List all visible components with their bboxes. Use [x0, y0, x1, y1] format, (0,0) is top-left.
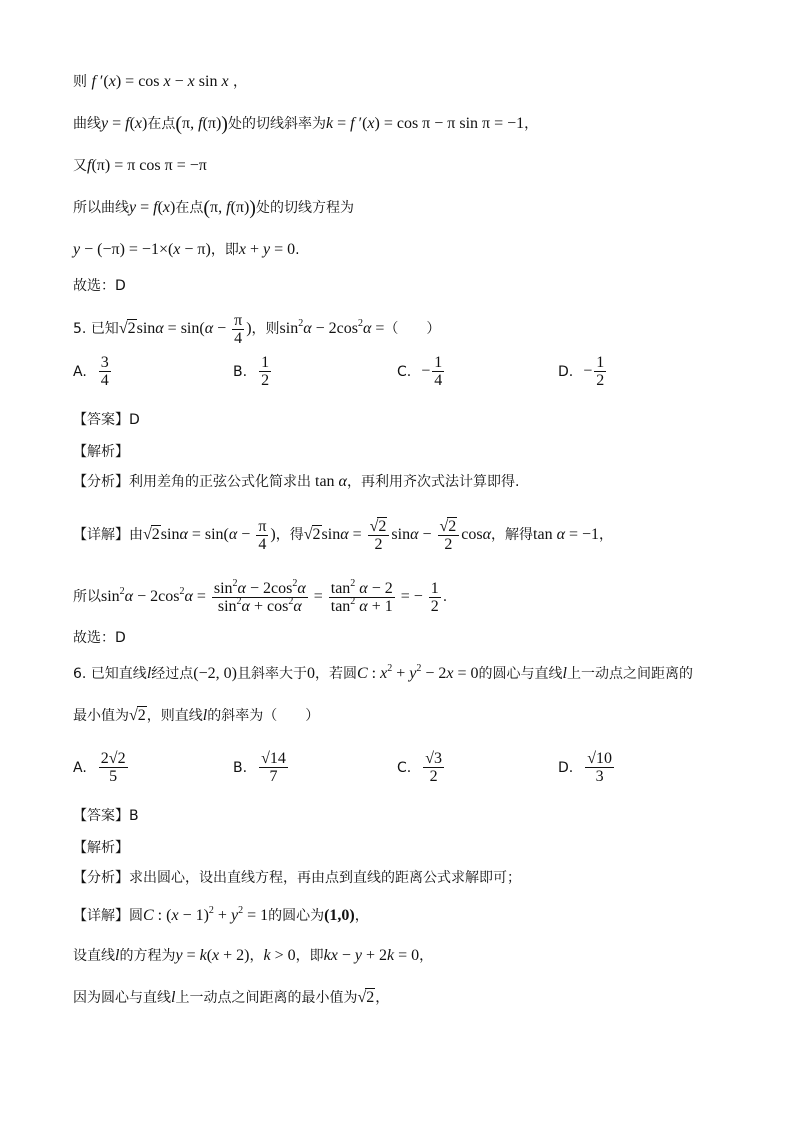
text-ze: 则: [73, 74, 87, 90]
derivative-formula: f ′(x) = cos x − x sin x: [91, 73, 229, 90]
q5-option-c[interactable]: C. − $\frac{1}{4}$: [397, 354, 443, 389]
question-6-cont: 最小值为√2，则直线l的斜率为（ ）: [73, 707, 320, 724]
question-5: 5. 已知√2sinα = sin(α − $\frac{\pi}{4}$ )，则$\sin^2\alpha - 2\cos^2\alpha$ =（ ）: [73, 312, 441, 347]
q6-answer: 【答案】B: [73, 808, 139, 824]
q5-jiexi: 【解析】: [73, 444, 129, 460]
q6-jiexi: 【解析】: [73, 840, 129, 856]
tangent-line-text: 所以曲线y = f(x)在点(π, f(π))处的切线方程为: [73, 197, 354, 219]
q5-fenxi: 【分析】利用差角的正弦公式化简求出 tan α，再利用齐次式法计算即得.: [73, 473, 520, 490]
q5-option-d[interactable]: D. − $\frac{1}{2}$: [558, 354, 605, 389]
q5-xiangjie: 【详解】由√2sinα = sin(α − $\frac{\pi}{4}$ )，得√2sinα = $\frac{√2}{2}$ sinα − $\frac{√2}{2}$ cosα，解得tan α = −1，: [73, 518, 614, 553]
q6-step2: 因为圆心与直线l上一动点之间距离的最小值为√2，: [73, 989, 390, 1006]
q5-target: $\sin^2\alpha - 2\cos^2\alpha$ =: [279, 318, 385, 338]
tangent-equation: y − (−π) = −1×(x − π)，即x + y = 0.: [73, 241, 300, 258]
slope-formula: k = f ′(x) = cos π − π sin π = −1: [325, 115, 525, 132]
q6-fenxi: 【分析】求出圆心，设出直线方程，再由点到直线的距离公式求解即可；: [73, 870, 521, 886]
q6-option-b[interactable]: B. $\frac{√14}{7}$: [233, 750, 286, 785]
q5-result: 所以$\sin^2\alpha - 2\cos^2\alpha$ = $\frac{\sin^2\alpha - 2\cos^2\alpha}{\sin^2\alpha + \cos^2\alpha}$ = $\frac{\tan^2 \alpha - 2}{\tan^2 \alpha + 1}$ = − $\frac{1}{2}$ .: [73, 578, 448, 615]
q6-option-a[interactable]: A. $\frac{2√2}{5}$: [73, 750, 126, 785]
q6-xiangjie: 【详解】圆C : $(x - 1)^2 + y^2 = 1$的圆心为(1,0)，: [73, 905, 369, 924]
q6-option-c[interactable]: C. $\frac{√3}{2}$: [397, 750, 443, 785]
derivative-line: 则 f ′(x) = cos x − x sin x ，: [73, 73, 248, 90]
choice-d-prev: 故选：D: [73, 278, 126, 294]
q5-answer: 【答案】D: [73, 412, 140, 428]
f-pi-formula: f(π) = π cos π = −π: [87, 157, 207, 174]
slope-line: 曲线y = f(x)在点(π, f(π))处的切线斜率为k = f ′(x) = cos π − π sin π = −1，: [73, 113, 539, 135]
point-pi: (π, f(π)): [175, 113, 228, 135]
q6-option-d[interactable]: D. $\frac{√10}{3}$: [558, 750, 613, 785]
curve-eq: y = f(x): [101, 115, 148, 132]
q5-condition: √2sinα = sin(α − $\frac{\pi}{4}$ ): [118, 312, 252, 347]
q5-option-b[interactable]: B. $\frac{1}{2}$: [233, 354, 270, 389]
f-pi-line: 又f(π) = π cos π = −π: [73, 157, 207, 174]
q6-step1: 设直线l的方程为y = k(x + 2)，k > 0，即kx − y + 2k = 0，: [73, 947, 434, 964]
question-6: 6. 已知直线l经过点(−2, 0)且斜率大于0，若圆C : $x^2 + y^2 - 2x = 0$的圆心与直线l上一动点之间距离的: [73, 663, 693, 682]
q5-option-a[interactable]: A. $\frac{3}{4}$: [73, 354, 109, 389]
q5-guxuan: 故选：D: [73, 630, 126, 646]
